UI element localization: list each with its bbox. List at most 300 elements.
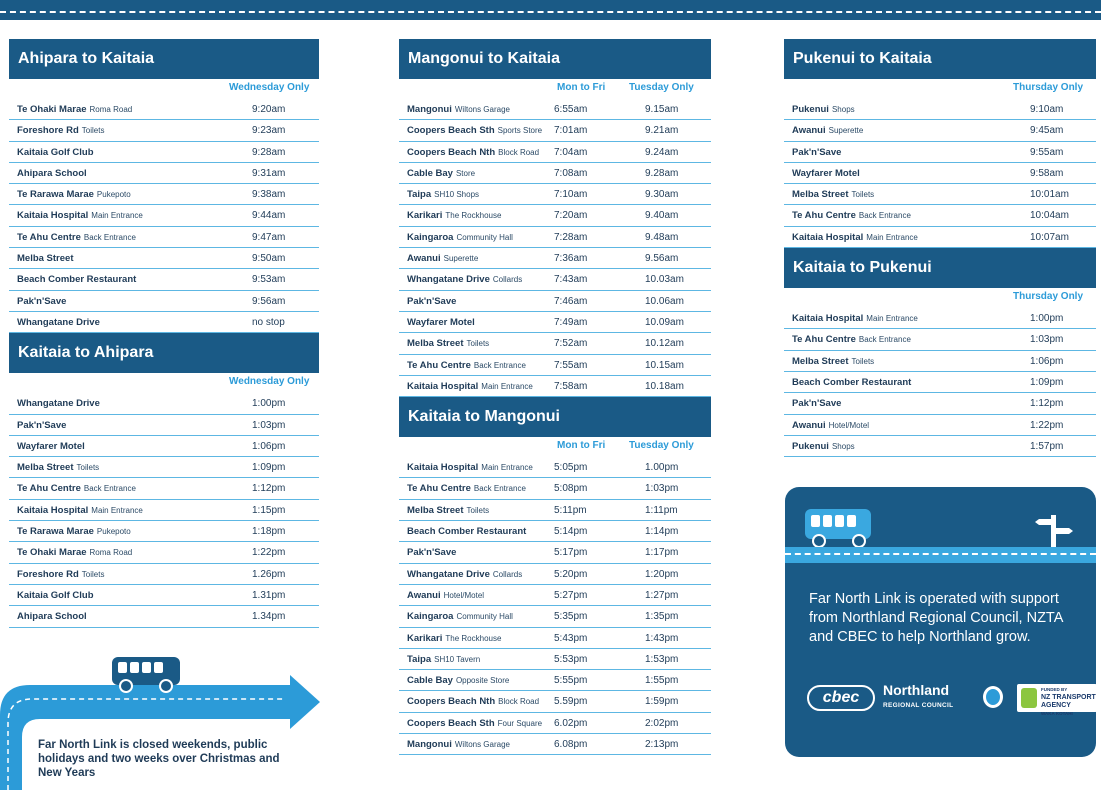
departure-time: 9.48am xyxy=(645,231,679,243)
stop-name: Wayfarer Motel xyxy=(407,316,475,328)
timetable-row xyxy=(9,542,319,563)
stop-detail: Store xyxy=(455,168,476,178)
timetable-row xyxy=(399,500,711,521)
timetable-row xyxy=(784,393,1096,414)
stop-name: Te Rarawa Marae Pukepoto xyxy=(17,189,131,201)
departure-time: 5:11pm xyxy=(554,504,587,516)
departure-time: 7:58am xyxy=(554,380,588,392)
departure-time: 1:43pm xyxy=(645,632,679,644)
stop-detail: Pukepoto xyxy=(96,527,131,537)
departure-time: 6:55am xyxy=(554,104,588,115)
departure-time: 7:55am xyxy=(554,359,588,371)
stop-name: Foreshore Rd Toilets xyxy=(17,568,105,580)
timetable-row xyxy=(9,163,319,184)
stop-detail: Back Entrance xyxy=(858,211,911,221)
departure-time: 9:44am xyxy=(252,210,286,222)
timetable-row xyxy=(9,312,319,333)
stop-name: Kaingaroa Community Hall xyxy=(407,231,513,243)
stop-name: Pak'n'Save xyxy=(407,547,457,559)
column-right xyxy=(784,39,1096,457)
departure-time: 9:56am xyxy=(252,295,286,307)
timetable-row xyxy=(399,713,711,734)
departure-time: 1:09pm xyxy=(1030,376,1064,388)
departure-time: 9:38am xyxy=(252,189,286,201)
departure-time: 1:00pm xyxy=(252,398,286,410)
section-title: Mangonui to Kaitaia xyxy=(399,39,711,79)
departure-time: 5:55pm xyxy=(554,675,588,687)
departure-time: 7:08am xyxy=(554,167,588,179)
departure-time: no stop xyxy=(252,316,285,328)
stop-name: Ahipara School xyxy=(17,167,87,179)
stop-name: Whangatane Drive Collards xyxy=(407,274,523,286)
stop-name: Pak'n'Save xyxy=(17,419,67,431)
stop-name: Coopers Beach Nth Block Road xyxy=(407,696,540,708)
stop-name: Pukenui Shops xyxy=(792,440,855,452)
departure-time: 7:43am xyxy=(554,274,588,286)
stop-name: Kaitaia Hospital Main Entrance xyxy=(792,313,918,325)
timetable-row xyxy=(9,248,319,269)
stop-name: Te Rarawa Marae Pukepoto xyxy=(17,526,131,538)
departure-time: 9:20am xyxy=(252,104,286,115)
timetable-row xyxy=(399,99,711,120)
stop-detail: SH10 Shops xyxy=(434,190,480,200)
departure-time: 5:20pm xyxy=(554,568,588,580)
stop-detail: Superette xyxy=(828,126,864,136)
departure-time: 9:23am xyxy=(252,125,286,137)
stop-name: Foreshore Rd Toilets xyxy=(17,125,105,137)
departure-time: 7:10am xyxy=(554,189,588,201)
departure-time: 10.09am xyxy=(645,316,684,328)
stop-detail: Wiltons Garage xyxy=(454,105,510,114)
timetable-row xyxy=(784,372,1096,393)
departure-time: 1:06pm xyxy=(252,440,286,452)
departure-time: 1:35pm xyxy=(645,611,679,623)
stop-detail: Sports Store xyxy=(497,126,543,136)
day-label: Mon to Fri xyxy=(557,440,606,452)
timetable-row xyxy=(9,478,319,499)
timetable-row xyxy=(399,205,711,226)
column-middle xyxy=(399,39,711,755)
departure-time: 9:55am xyxy=(1030,146,1064,158)
stop-name: Te Ahu Centre Back Entrance xyxy=(792,210,911,222)
timetable-row xyxy=(399,376,711,397)
stop-name: Taipa SH10 Tavern xyxy=(407,653,481,665)
stop-detail: Roma Road xyxy=(89,105,133,114)
info-box xyxy=(785,487,1096,757)
departure-time: 5:05pm xyxy=(554,462,588,474)
departure-time: 1:12pm xyxy=(252,483,286,495)
day-label: Mon to Fri xyxy=(557,82,606,93)
timetable-row xyxy=(9,205,319,226)
stop-detail: Back Entrance xyxy=(473,360,526,370)
timetable-row xyxy=(784,99,1096,120)
departure-time: 5:27pm xyxy=(554,589,588,601)
departure-time: 7:52am xyxy=(554,338,588,350)
departure-time: 7:20am xyxy=(554,210,588,222)
timetable-row xyxy=(784,120,1096,141)
timetable-row xyxy=(9,99,319,120)
departure-time: 1:22pm xyxy=(252,547,286,559)
departure-time: 7:36am xyxy=(554,253,588,265)
departure-time: 9:31am xyxy=(252,167,286,179)
timetable-row xyxy=(784,184,1096,205)
timetable-row xyxy=(399,248,711,269)
stop-name: Coopers Beach Nth Block Road xyxy=(407,146,540,158)
stop-detail: Main Entrance xyxy=(866,314,918,324)
stop-detail: The Rockhouse xyxy=(445,211,502,221)
timetable-row xyxy=(784,329,1096,350)
stop-name: Pak'n'Save xyxy=(792,146,842,158)
stop-name: Beach Comber Restaurant xyxy=(17,274,137,286)
stop-detail: Main Entrance xyxy=(866,232,918,242)
departure-time: 1:06pm xyxy=(1030,355,1064,367)
departure-time: 5:14pm xyxy=(554,526,588,538)
stop-name: Melba Street xyxy=(17,253,74,265)
stop-detail: Toilets xyxy=(466,505,490,515)
departure-time: 9:53am xyxy=(252,274,286,286)
stop-name: Ahipara School xyxy=(17,611,87,623)
departure-time: 5:17pm xyxy=(554,547,588,559)
stop-name: Kaitaia Golf Club xyxy=(17,589,94,601)
departure-time: 9.30am xyxy=(645,189,679,201)
stop-detail: Block Road xyxy=(498,697,540,707)
timetable-row xyxy=(784,351,1096,372)
top-band xyxy=(0,0,1101,20)
stop-name: Te Ahu Centre Back Entrance xyxy=(407,359,526,371)
timetable-row xyxy=(399,478,711,499)
departure-time: 9:28am xyxy=(252,146,286,158)
column-left xyxy=(9,39,319,628)
departure-time: 1:12pm xyxy=(1030,398,1064,410)
day-label: Thursday Only xyxy=(1013,291,1084,303)
departure-time: 7:46am xyxy=(554,295,588,307)
stop-detail: Collards xyxy=(492,275,523,285)
departure-time: 5:53pm xyxy=(554,653,588,665)
stop-detail: Shops xyxy=(831,441,855,451)
signpost-icon xyxy=(1035,511,1075,551)
closed-notice: Far North Link is closed weekends, public holidays and two weeks over Christmas and New Years xyxy=(38,739,280,779)
timetable-row xyxy=(784,308,1096,329)
departure-time: 5.59pm xyxy=(554,696,588,708)
stop-detail: Shops xyxy=(831,105,855,114)
timetable-row xyxy=(399,227,711,248)
timetable-row xyxy=(399,628,711,649)
stop-name: Melba Street Toilets xyxy=(17,462,100,474)
timetable-row xyxy=(9,585,319,606)
stop-detail: SH10 Tavern xyxy=(434,654,481,664)
stop-detail: Hotel/Motel xyxy=(443,590,485,600)
stop-name: Melba Street Toilets xyxy=(792,189,875,201)
departure-time: 10.12am xyxy=(645,338,684,350)
timetable-row xyxy=(9,227,319,248)
stop-name: Pak'n'Save xyxy=(792,398,842,410)
timetable-row xyxy=(9,142,319,163)
stop-name: Awanui Hotel/Motel xyxy=(407,589,485,601)
stop-name: Whangatane Drive xyxy=(17,398,100,410)
stop-detail: The Rockhouse xyxy=(445,633,502,643)
day-label: Tuesday Only xyxy=(629,440,694,452)
departure-time: 1.34pm xyxy=(252,611,286,623)
stop-name: Kaitaia Hospital Main Entrance xyxy=(17,210,143,222)
timetable-row xyxy=(9,606,319,627)
departure-time: 5:43pm xyxy=(554,632,588,644)
departure-time: 10.06am xyxy=(645,295,684,307)
stop-detail: Block Road xyxy=(498,147,540,157)
stop-name: Te Ahu Centre Back Entrance xyxy=(17,231,136,243)
departure-time: 5:08pm xyxy=(554,483,588,495)
timetable-row xyxy=(9,521,319,542)
timetable-row xyxy=(399,142,711,163)
stop-name: Beach Comber Restaurant xyxy=(407,526,527,538)
departure-time: 1:11pm xyxy=(645,504,678,516)
departure-time: 1:17pm xyxy=(645,547,679,559)
stop-detail: Roma Road xyxy=(89,548,133,558)
day-header-row xyxy=(9,373,319,393)
timetable-row xyxy=(399,269,711,290)
departure-time: 9.56am xyxy=(645,253,679,265)
stop-detail: Wiltons Garage xyxy=(454,740,510,750)
departure-time: 1:22pm xyxy=(1030,419,1064,431)
departure-time: 10.15am xyxy=(645,359,684,371)
timetable-row xyxy=(399,691,711,712)
departure-time: 1:00pm xyxy=(1030,313,1064,325)
departure-time: 9.28am xyxy=(645,167,679,179)
stop-name: Te Ohaki Marae Roma Road xyxy=(17,547,133,559)
stop-name: Pukenui Shops xyxy=(792,104,855,115)
stop-name: Awanui Superette xyxy=(792,125,864,137)
departure-time: 9:58am xyxy=(1030,167,1064,179)
timetable-row xyxy=(784,227,1096,248)
stop-detail: Hotel/Motel xyxy=(828,420,870,430)
stop-name: Coopers Beach Sth Four Square xyxy=(407,717,543,729)
stop-detail: Main Entrance xyxy=(481,381,533,391)
info-message: Far North Link is operated with support from Northland Regional Council, NZTA and CBEC to help Northland grow. xyxy=(809,591,1063,645)
stop-detail: Superette xyxy=(443,254,479,264)
timetable-row xyxy=(9,457,319,478)
timetable-row xyxy=(399,163,711,184)
day-header-row xyxy=(399,437,711,457)
departure-time: 1:27pm xyxy=(645,589,679,601)
day-header-row xyxy=(784,79,1096,99)
day-header-row xyxy=(399,79,711,99)
stop-name: Pak'n'Save xyxy=(407,295,457,307)
stop-name: Awanui Hotel/Motel xyxy=(792,419,870,431)
stop-name: Kaitaia Hospital Main Entrance xyxy=(407,380,533,392)
stop-name: Pak'n'Save xyxy=(17,295,67,307)
timetable-row xyxy=(399,291,711,312)
stop-detail: Back Entrance xyxy=(83,484,136,494)
stop-name: Wayfarer Motel xyxy=(17,440,85,452)
day-label: Tuesday Only xyxy=(629,82,694,93)
section-title: Pukenui to Kaitaia xyxy=(784,39,1096,79)
stop-name: Karikari The Rockhouse xyxy=(407,632,502,644)
timetable-row xyxy=(399,120,711,141)
stop-name: Te Ohaki Marae Roma Road xyxy=(17,104,133,115)
stop-name: Te Ahu Centre Back Entrance xyxy=(407,483,526,495)
timetable-row xyxy=(784,163,1096,184)
stop-detail: Toilets xyxy=(81,569,105,579)
partner-logos xyxy=(807,682,1096,716)
departure-time: 1.26pm xyxy=(252,568,286,580)
departure-time: 1:09pm xyxy=(252,462,286,474)
timetable-row xyxy=(399,670,711,691)
section-title: Kaitaia to Pukenui xyxy=(784,248,1096,288)
stop-name: Karikari The Rockhouse xyxy=(407,210,502,222)
timetable-row xyxy=(399,312,711,333)
timetable-row xyxy=(9,500,319,521)
timetable-row xyxy=(784,142,1096,163)
timetable-row xyxy=(399,521,711,542)
stop-detail: Back Entrance xyxy=(473,484,526,494)
timetable-row xyxy=(399,457,711,478)
stop-name: Mangonui Wiltons Garage xyxy=(407,739,510,751)
day-header-row xyxy=(784,288,1096,308)
stop-name: Awanui Superette xyxy=(407,253,479,265)
stop-name: Kaitaia Golf Club xyxy=(17,146,94,158)
stop-name: Cable Bay Opposite Store xyxy=(407,675,510,687)
departure-time: 1:03pm xyxy=(252,419,286,431)
departure-time: 10:07am xyxy=(1030,231,1069,243)
departure-time: 1:53pm xyxy=(645,653,679,665)
departure-time: 10.18am xyxy=(645,380,684,392)
timetable-row xyxy=(399,542,711,563)
northland-logo-mark-icon xyxy=(983,686,1003,708)
stop-detail: Four Square xyxy=(497,718,543,728)
departure-time: 7:28am xyxy=(554,231,588,243)
departure-time: 1:03pm xyxy=(1030,334,1064,346)
stop-name: Wayfarer Motel xyxy=(792,167,860,179)
stop-name: Kaingaroa Community Hall xyxy=(407,611,513,623)
departure-time: 6.08pm xyxy=(554,739,588,751)
northland-regional-council-logo: Northland REGIONAL COUNCIL xyxy=(883,682,954,709)
departure-time: 1:59pm xyxy=(645,696,679,708)
departure-time: 9.21am xyxy=(645,125,679,137)
bus-icon xyxy=(803,507,875,551)
day-header-row xyxy=(9,79,319,99)
departure-time: 1:18pm xyxy=(252,526,286,538)
stop-name: Te Ahu Centre Back Entrance xyxy=(17,483,136,495)
stop-detail: Toilets xyxy=(851,356,875,366)
departure-time: 1:03pm xyxy=(645,483,679,495)
day-label: Wednesday Only xyxy=(229,376,310,388)
stop-name: Beach Comber Restaurant xyxy=(792,376,912,388)
stop-name: Cable Bay Store xyxy=(407,167,476,179)
stop-name: Melba Street Toilets xyxy=(792,355,875,367)
cbec-logo: cbec xyxy=(807,685,875,711)
timetable-row xyxy=(9,564,319,585)
stop-detail: Community Hall xyxy=(456,232,513,242)
departure-time: 1:14pm xyxy=(645,526,679,538)
departure-time: 1:55pm xyxy=(645,675,679,687)
departure-time: 1:20pm xyxy=(645,568,679,580)
timetable-row xyxy=(9,184,319,205)
timetable-row xyxy=(784,205,1096,226)
departure-time: 1:15pm xyxy=(252,504,286,516)
section-title: Kaitaia to Ahipara xyxy=(9,333,319,373)
timetable-row xyxy=(399,184,711,205)
departure-time: 10:01am xyxy=(1030,189,1069,201)
stop-detail: Community Hall xyxy=(456,612,513,622)
stop-detail: Toilets xyxy=(76,463,100,473)
departure-time: 6.02pm xyxy=(554,717,588,729)
departure-time: 7:49am xyxy=(554,316,588,328)
timetable-row xyxy=(399,649,711,670)
departure-time: 7:01am xyxy=(554,125,588,137)
day-label: Thursday Only xyxy=(1013,82,1084,93)
stop-name: Kaitaia Hospital Main Entrance xyxy=(792,231,918,243)
stop-detail: Back Entrance xyxy=(858,335,911,345)
stop-detail: Toilets xyxy=(466,339,490,349)
timetable-row xyxy=(9,291,319,312)
stop-name: Whangatane Drive xyxy=(17,316,100,328)
stop-detail: Main Entrance xyxy=(481,463,533,473)
timetable-row xyxy=(399,355,711,376)
stop-name: Melba Street Toilets xyxy=(407,338,490,350)
departure-time: 9.15am xyxy=(645,104,679,115)
timetable-row xyxy=(9,393,319,414)
departure-time: 10.03am xyxy=(645,274,684,286)
timetable-row xyxy=(9,120,319,141)
timetable-row xyxy=(9,436,319,457)
departure-time: 2:13pm xyxy=(645,739,679,751)
timetable-row xyxy=(399,585,711,606)
section-title: Ahipara to Kaitaia xyxy=(9,39,319,79)
timetable-row xyxy=(784,415,1096,436)
stop-name: Te Ahu Centre Back Entrance xyxy=(792,334,911,346)
timetable-row xyxy=(399,564,711,585)
stop-detail: Main Entrance xyxy=(91,505,143,515)
departure-time: 5:35pm xyxy=(554,611,588,623)
timetable-row xyxy=(399,734,711,755)
departure-time: 2:02pm xyxy=(645,717,679,729)
timetable-row xyxy=(9,415,319,436)
stop-name: Kaitaia Hospital Main Entrance xyxy=(17,504,143,516)
nzta-logo: FUNDED BY NZ TRANSPORT AGENCY WAKA KOTAHI xyxy=(1017,684,1096,712)
timetable-row xyxy=(784,436,1096,457)
stop-name: Taipa SH10 Shops xyxy=(407,189,480,201)
stop-detail: Toilets xyxy=(851,190,875,200)
departure-time: 9:50am xyxy=(252,253,286,265)
stop-name: Kaitaia Hospital Main Entrance xyxy=(407,462,533,474)
departure-time: 10:04am xyxy=(1030,210,1069,222)
timetable-row xyxy=(399,333,711,354)
day-label: Wednesday Only xyxy=(229,82,310,93)
departure-time: 9:47am xyxy=(252,231,286,243)
stop-name: Mangonui Wiltons Garage xyxy=(407,104,510,115)
top-band-dashes xyxy=(0,11,1101,13)
departure-time: 9:45am xyxy=(1030,125,1064,137)
stop-detail: Pukepoto xyxy=(96,190,131,200)
stop-detail: Collards xyxy=(492,569,523,579)
timetable-row xyxy=(399,606,711,627)
stop-name: Melba Street Toilets xyxy=(407,504,490,516)
stop-name: Coopers Beach Sth Sports Store xyxy=(407,125,543,137)
section-title: Kaitaia to Mangonui xyxy=(399,397,711,437)
departure-time: 7:04am xyxy=(554,146,588,158)
road-graphic xyxy=(785,547,1096,563)
departure-time: 9.40am xyxy=(645,210,679,222)
departure-time: 9:10am xyxy=(1030,104,1064,115)
stop-detail: Back Entrance xyxy=(83,232,136,242)
departure-time: 9.24am xyxy=(645,146,679,158)
departure-time: 1.00pm xyxy=(645,462,679,474)
stop-detail: Main Entrance xyxy=(91,211,143,221)
stop-detail: Opposite Store xyxy=(455,676,510,686)
departure-time: 1.31pm xyxy=(252,589,286,601)
timetable-row xyxy=(9,269,319,290)
stop-name: Whangatane Drive Collards xyxy=(407,568,523,580)
departure-time: 1:57pm xyxy=(1030,440,1064,452)
